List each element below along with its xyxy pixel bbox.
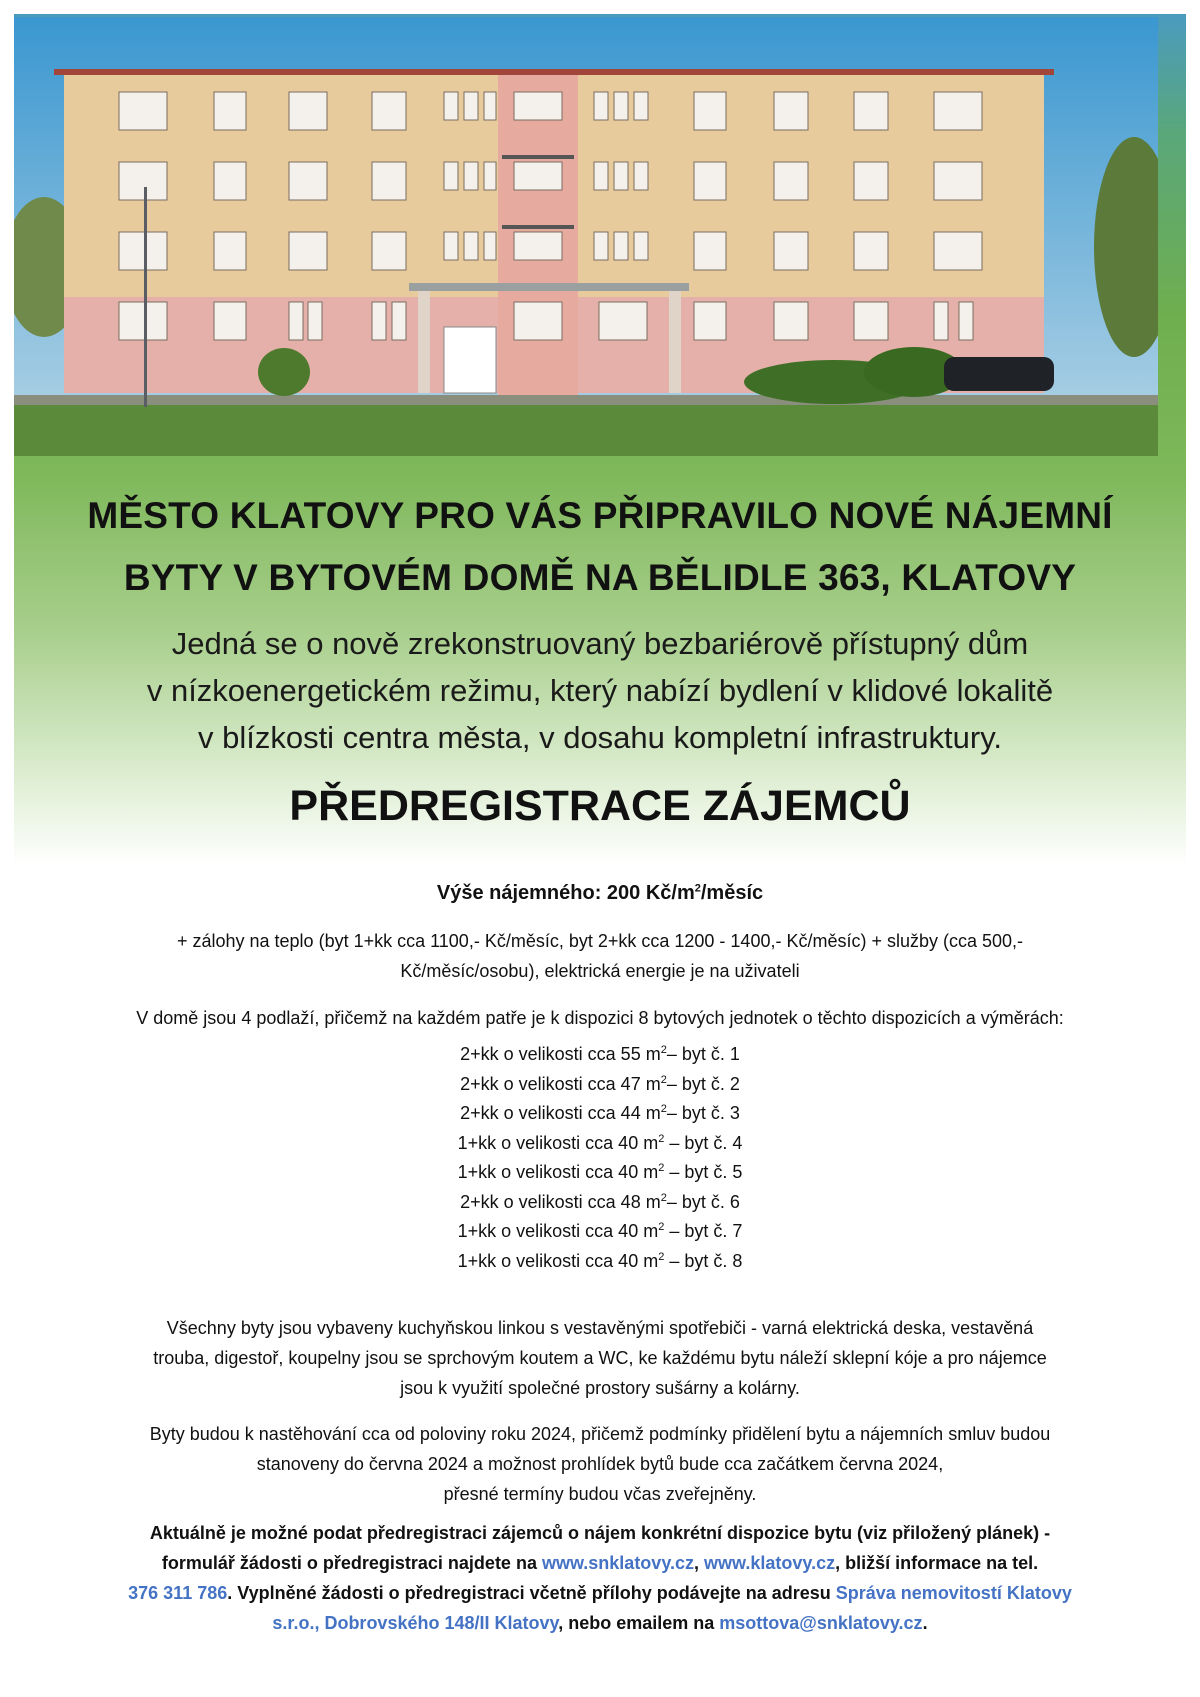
unit-item: [80, 1158, 1120, 1188]
rent-prefix: Výše nájemného: 200 Kč/m: [436, 882, 695, 904]
contact-line-1: Aktuálně je možné podat předregistraci zájemců o nájem konkrétní dispozice bytu (viz přiložený plánek) -: [149, 1523, 1051, 1543]
building-illustration: [14, 17, 1158, 456]
unit-size: 2+kk o velikosti cca 47 m: [460, 1073, 661, 1094]
unit-sup: 2: [658, 1250, 665, 1263]
unit-number: – byt č. 2: [666, 1073, 740, 1094]
equipment-line-2: trouba, digestoř, koupelny jsou se sprchovým koutem a WC, ke každému bytu náleží sklepní kóje a pro nájemce: [153, 1348, 1047, 1368]
unit-number: – byt č. 3: [666, 1103, 740, 1123]
contact-text: . Vyplněné žádosti o předregistraci včetně přílohy podávejte na adresu: [227, 1583, 836, 1603]
contact-line-3: [80, 1578, 1120, 1608]
address-company: Správa nemovitostí Klatovy: [835, 1583, 1072, 1603]
headline: [14, 485, 1186, 609]
unit-size: 1+kk o velikosti cca 40 m: [457, 1132, 659, 1153]
unit-item: [80, 1247, 1120, 1277]
subhead-line-1: Jedná se o nově zrekonstruovaný bezbariérově přístupný dům: [171, 626, 1029, 661]
unit-size: 2+kk o velikosti cca 44 m: [460, 1103, 661, 1123]
subhead-line-3: v blízkosti centra města, v dosahu kompletní infrastruktury.: [197, 720, 1003, 755]
contact-text: , nebo emailem na: [558, 1613, 720, 1633]
headline-line-2: BYTY V BYTOVÉM DOMĚ NA BĚLIDLE 363, KLATOVY: [123, 557, 1077, 598]
unit-number: – byt č. 1: [666, 1044, 740, 1064]
address-street: s.r.o., Dobrovského 148/II Klatovy: [272, 1613, 559, 1633]
move-in-info: [80, 1419, 1120, 1509]
contact-text: , bližší informace na tel.: [835, 1553, 1039, 1573]
apartment-building-photo: [14, 17, 1158, 456]
unit-number: – byt č. 6: [666, 1191, 740, 1212]
move-line-2: stanoveny do června 2024 a možnost prohlídek bytů bude cca začátkem června 2024,: [256, 1454, 944, 1474]
unit-number: – byt č. 5: [664, 1162, 743, 1182]
equipment-line-1: Všechny byty jsou vybaveny kuchyňskou linkou s vestavěnými spotřebiči - varná elektrická deska, vestavěná: [166, 1318, 1034, 1338]
contact-line-4: [80, 1608, 1120, 1638]
unit-item: [80, 1217, 1120, 1247]
subheadline: [14, 620, 1186, 761]
contact-text: formulář žádosti o předregistraci najdete na: [161, 1553, 542, 1573]
move-line-1: Byty budou k nastěhování cca od poloviny roku 2024, přičemž podmínky přidělení bytu a nájemních smluv budou: [149, 1424, 1051, 1444]
unit-size: 2+kk o velikosti cca 55 m: [460, 1044, 661, 1064]
floors-info: V domě jsou 4 podlaží, přičemž na každém patře je k dispozici 8 bytových jednotek o těchto dispozicích a výměrách:: [136, 1008, 1064, 1028]
unit-number: – byt č. 7: [664, 1221, 743, 1241]
unit-sup: 2: [658, 1221, 665, 1233]
unit-item: [80, 1188, 1120, 1218]
klatovy-link[interactable]: www.klatovy.cz: [704, 1553, 836, 1573]
unit-sup: 2: [658, 1132, 665, 1145]
move-line-3: přesné termíny budou včas zveřejněny.: [443, 1484, 757, 1504]
headline-line-1: MĚSTO KLATOVY PRO VÁS PŘIPRAVILO NOVÉ NÁJEMNÍ: [87, 495, 1113, 536]
fees-line-2: Kč/měsíc/osobu), elektrická energie je na uživateli: [400, 961, 800, 981]
unit-size: 1+kk o velikosti cca 40 m: [457, 1162, 659, 1182]
equipment-line-3: jsou k využití společné prostory sušárny a kolárny.: [400, 1378, 800, 1398]
unit-sup: 2: [660, 1191, 667, 1204]
unit-item: [80, 1070, 1120, 1100]
fees-info: [80, 926, 1120, 986]
contact-line-2: [80, 1548, 1120, 1578]
rent-info: [80, 878, 1120, 908]
unit-number: – byt č. 4: [664, 1132, 743, 1153]
snklatovy-link[interactable]: www.snklatovy.cz: [541, 1553, 695, 1573]
unit-item: [80, 1040, 1120, 1070]
unit-size: 1+kk o velikosti cca 40 m: [457, 1250, 659, 1271]
contact-separator: ,: [694, 1553, 705, 1573]
email-link[interactable]: msottova@snklatovy.cz: [719, 1613, 923, 1633]
preregistration-title: PŘEDREGISTRACE ZÁJEMCŮ: [289, 782, 911, 830]
subhead-line-2: v nízkoenergetickém režimu, který nabízí bydlení v klidové lokalitě: [146, 673, 1054, 708]
phone-number[interactable]: 376 311 786: [128, 1583, 228, 1603]
unit-sup: 2: [660, 1044, 667, 1056]
unit-size: 1+kk o velikosti cca 40 m: [457, 1221, 659, 1241]
unit-number: – byt č. 8: [664, 1250, 743, 1271]
unit-item: [80, 1099, 1120, 1129]
rent-suffix: /měsíc: [700, 882, 764, 904]
unit-item: [80, 1129, 1120, 1159]
unit-sup: 2: [658, 1162, 665, 1174]
equipment-info: [80, 1313, 1120, 1403]
unit-list: [80, 1040, 1120, 1276]
fees-line-1: + zálohy na teplo (byt 1+kk cca 1100,- Kč/měsíc, byt 2+kk cca 1200 - 1400,- Kč/měsíc) + služby (cca 500,-: [176, 931, 1024, 951]
rent-sup: 2: [694, 882, 701, 895]
contact-text: .: [922, 1613, 928, 1633]
unit-sup: 2: [660, 1073, 667, 1086]
unit-sup: 2: [660, 1103, 667, 1115]
unit-size: 2+kk o velikosti cca 48 m: [460, 1191, 661, 1212]
contact-info: [80, 1518, 1120, 1638]
